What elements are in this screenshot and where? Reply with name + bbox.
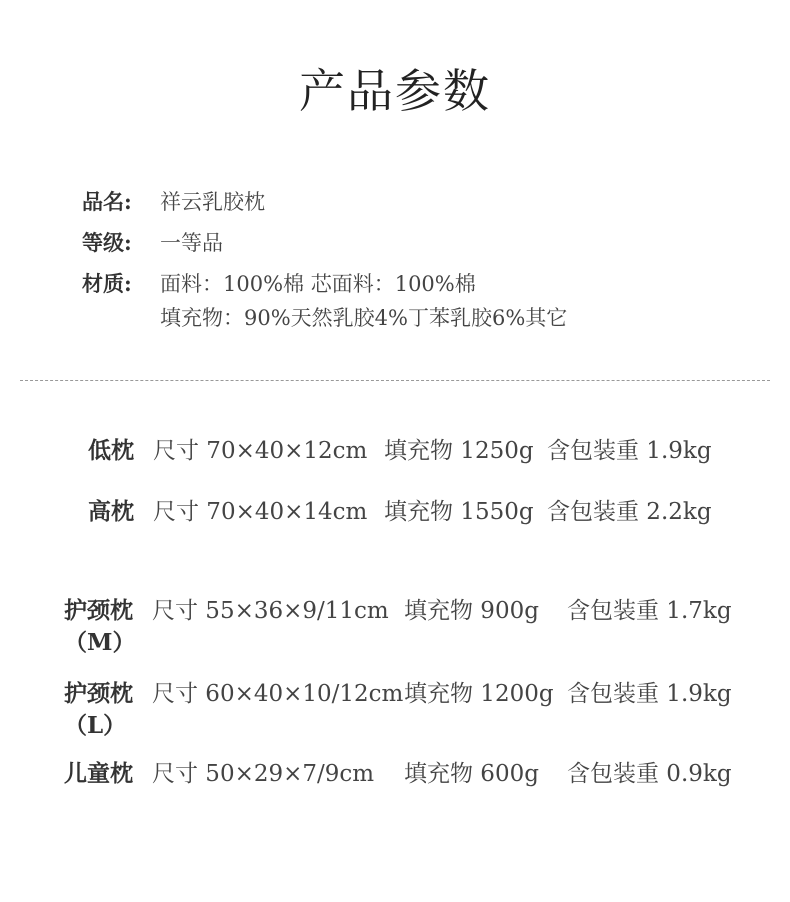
info-row-material-2	[160, 302, 567, 332]
spec-size: 尺寸 70×40×14cm	[153, 499, 368, 525]
spec-row-low	[0, 432, 790, 466]
grade-label: 等级:	[82, 230, 132, 255]
spec-name: 低枕	[88, 437, 134, 464]
name-value: 祥云乳胶枕	[160, 190, 265, 214]
spec-size: 尺寸 50×29×7/9cm	[152, 761, 375, 787]
info-row-name	[82, 186, 265, 216]
spec-name: 儿童枕	[64, 760, 133, 787]
spec-name: 护颈枕	[64, 680, 133, 707]
spec-size-tag: （M）	[64, 629, 136, 656]
spec-weight: 含包装重 1.7kg	[567, 598, 732, 624]
material-label: 材质:	[82, 271, 132, 296]
material-line1: 面料：100%棉 芯面料：100%棉	[160, 272, 476, 296]
spec-fill: 填充物 1550g	[384, 499, 534, 525]
page-title: 产品参数	[299, 64, 491, 118]
dashed-divider	[20, 380, 770, 381]
spec-weight: 含包装重 2.2kg	[547, 499, 712, 525]
spec-fill: 填充物 1200g	[404, 681, 554, 707]
spec-size-tag: （L）	[64, 712, 127, 739]
spec-fill: 填充物 600g	[404, 761, 539, 787]
spec-weight: 含包装重 1.9kg	[547, 438, 712, 464]
spec-weight: 含包装重 0.9kg	[567, 761, 732, 787]
spec-weight: 含包装重 1.9kg	[567, 681, 732, 707]
material-line2: 填充物：90%天然乳胶4%丁苯乳胶6%其它	[160, 306, 568, 330]
spec-size: 尺寸 55×36×9/11cm	[152, 598, 389, 624]
spec-row-kids	[0, 755, 790, 789]
spec-size: 尺寸 60×40×10/12cm	[152, 681, 404, 707]
spec-row-neck-m	[0, 592, 790, 656]
grade-value: 一等品	[160, 231, 223, 255]
spec-row-high	[0, 493, 790, 527]
spec-name: 高枕	[88, 498, 134, 525]
spec-name: 护颈枕	[64, 597, 133, 624]
name-label: 品名:	[82, 189, 132, 214]
spec-fill: 填充物 900g	[404, 598, 539, 624]
spec-row-neck-l	[0, 675, 790, 739]
spec-fill: 填充物 1250g	[384, 438, 534, 464]
info-row-grade	[82, 227, 223, 257]
spec-size: 尺寸 70×40×12cm	[153, 438, 368, 464]
info-row-material	[82, 268, 476, 298]
